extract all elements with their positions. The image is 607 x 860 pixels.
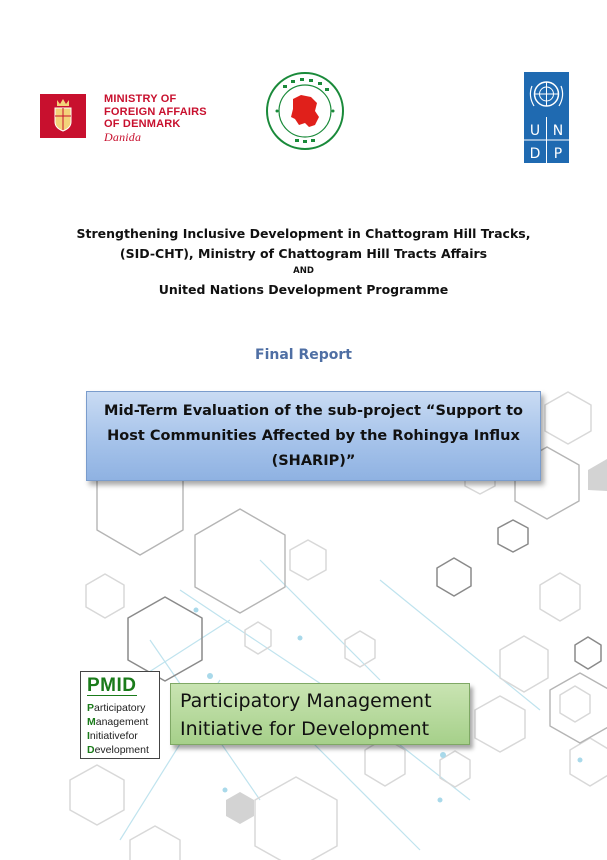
pmid-initial: D <box>87 744 95 756</box>
title-line-2: Host Communities Affected by the Rohingya Influx <box>107 428 520 444</box>
pmid-word <box>87 715 149 729</box>
danida-line3: OF DENMARK <box>104 118 181 130</box>
title-box <box>86 391 541 481</box>
pmid-rest: articipatory <box>94 702 146 714</box>
bangladesh-government-seal-icon <box>265 71 345 151</box>
pmid-name-line-2: Initiative for Development <box>180 718 430 740</box>
pmid-acronym: PMID <box>87 675 137 696</box>
danida-line2: FOREIGN AFFAIRS <box>104 105 207 118</box>
header-line-4: United Nations Development Programme <box>158 282 449 297</box>
danida-crest-icon <box>40 94 86 138</box>
header-line-2: (SID-CHT), Ministry of Chattogram Hill Tracts Affairs <box>119 246 488 261</box>
pmid-name-line-1: Participatory Management <box>180 690 432 712</box>
undp-letter-u: U <box>529 123 541 139</box>
pmid-word <box>87 743 149 757</box>
title-line-3: (SHARIP)” <box>271 453 356 469</box>
undp-letter-d: D <box>529 146 541 162</box>
pmid-words <box>87 701 149 757</box>
danida-line1: MINISTRY OF <box>104 93 177 105</box>
undp-letter-p: P <box>553 146 563 162</box>
pmid-full-name <box>180 687 432 743</box>
pmid-initial: M <box>87 716 96 728</box>
pmid-word <box>87 701 149 715</box>
pmid-rest: anagement <box>95 716 149 728</box>
danida-logo-text <box>104 93 234 143</box>
pmid-initial: I <box>87 730 90 742</box>
pmid-name-box <box>170 683 470 745</box>
title-line-1: Mid-Term Evaluation of the sub-project “Support to <box>104 403 523 419</box>
pmid-word <box>87 729 149 743</box>
report-title <box>97 399 530 474</box>
header-and: AND <box>293 266 314 276</box>
undp-logo <box>524 72 569 163</box>
header-line-1: Strengthening Inclusive Development in Chattogram Hill Tracks, <box>76 226 531 241</box>
pmid-initial: P <box>87 702 95 714</box>
danida-line4: Danida <box>104 129 142 144</box>
pmid-rest: evelopment <box>94 744 149 756</box>
undp-letter-n: N <box>552 123 564 139</box>
pmid-rest: nitiativefor <box>89 730 138 742</box>
pmid-logo <box>80 671 160 759</box>
report-type-label: Final Report <box>255 347 352 363</box>
